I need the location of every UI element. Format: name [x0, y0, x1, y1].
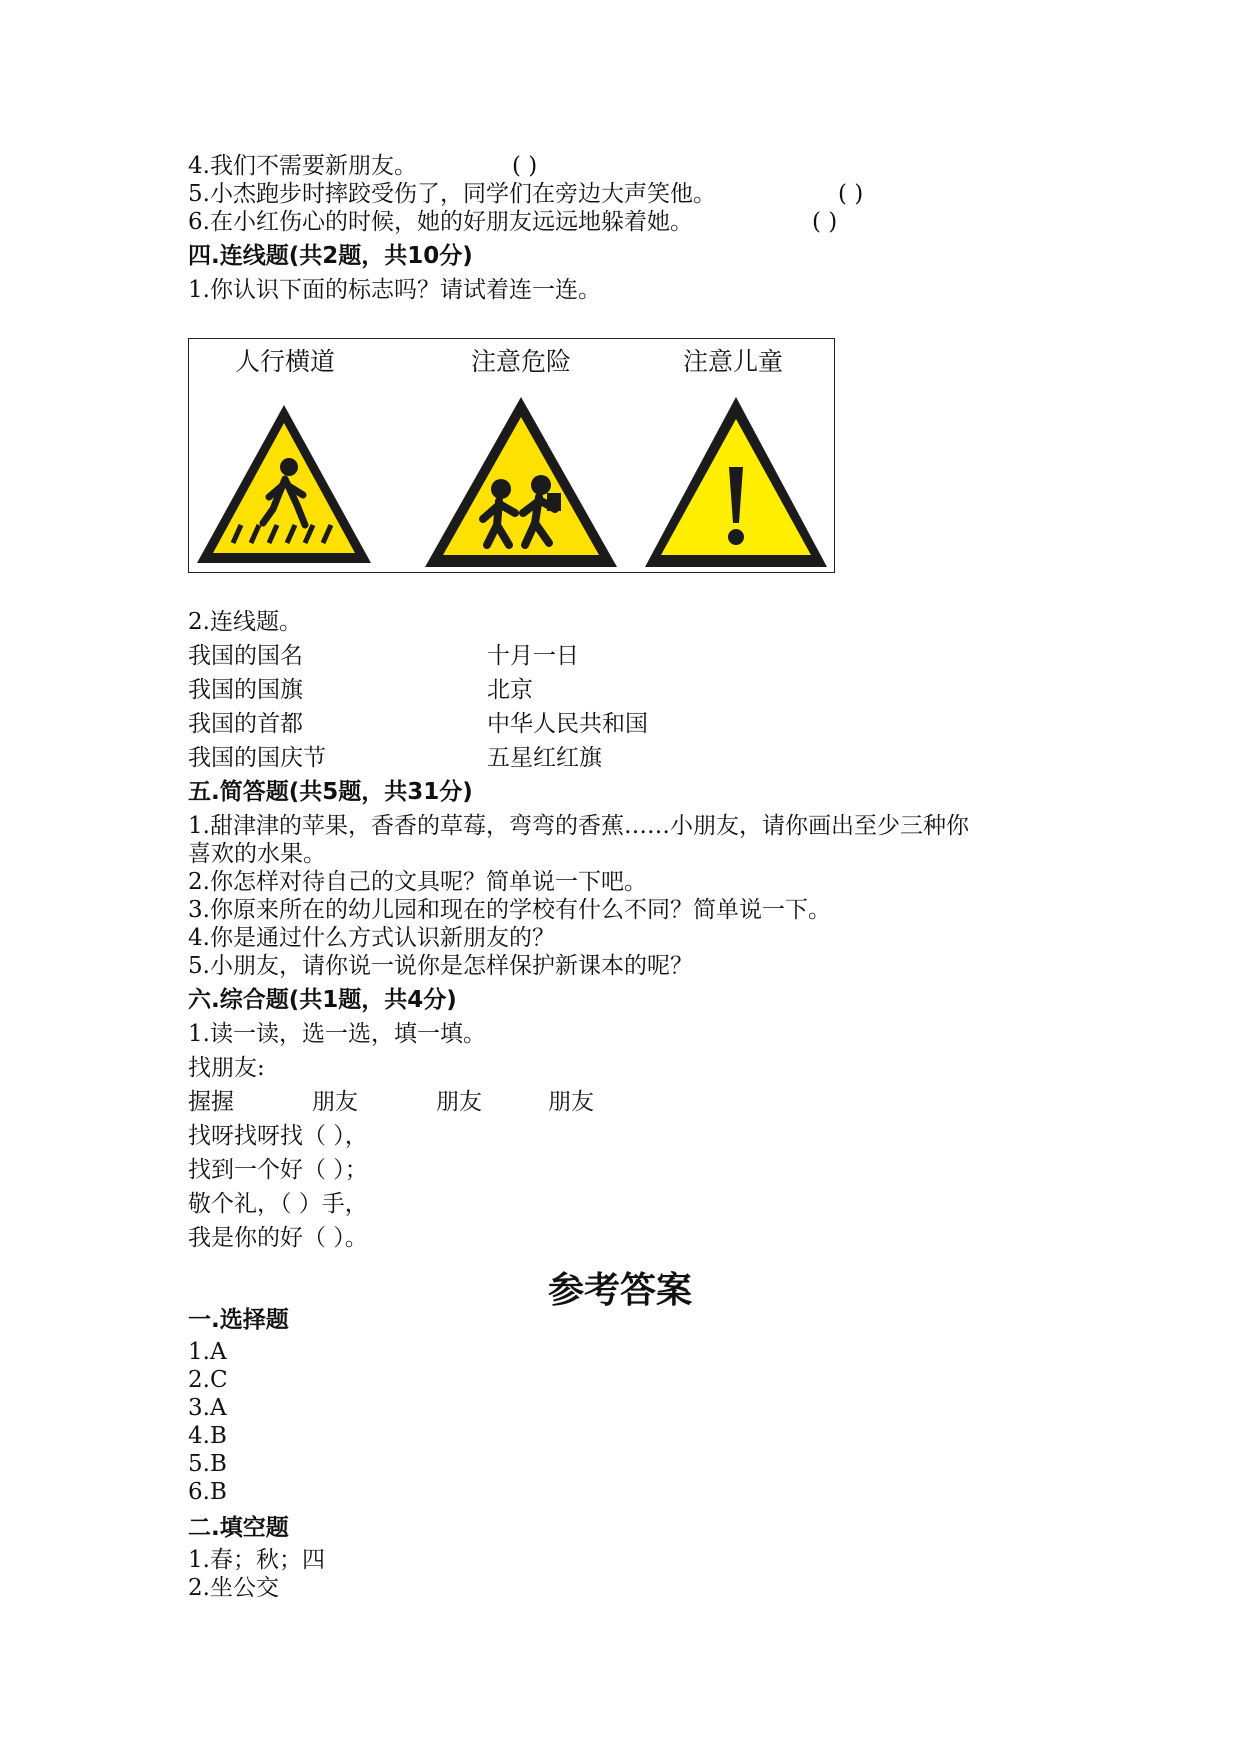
word-option-4[interactable]: 朋友: [548, 1089, 594, 1115]
fill-line-1[interactable]: 找呀找呀找（ ），: [188, 1123, 368, 1149]
word-option-3[interactable]: 朋友: [436, 1089, 482, 1115]
answer-s1-3: 3.A: [188, 1395, 227, 1421]
match-right-3[interactable]: 中华人民共和国: [487, 711, 648, 737]
answer-s1-6: 6.B: [188, 1479, 227, 1505]
danger-exclamation-sign-icon[interactable]: [643, 395, 829, 571]
section5-q1-line1: 1.甜津津的苹果，香香的草莓，弯弯的香蕉……小朋友，请你画出至少三种你: [188, 813, 969, 839]
section4-q1: 1.你认识下面的标志吗？请试着连一连。: [188, 277, 601, 303]
judgement-item-6: 6.在小红伤心的时候，她的好朋友远远地躲着她。: [188, 209, 693, 235]
answer-s1-5: 5.B: [188, 1451, 227, 1477]
sign-label-crossing[interactable]: 人行横道: [235, 347, 336, 376]
match-left-4[interactable]: 我国的国庆节: [188, 745, 326, 771]
section5-q4: 4.你是通过什么方式认识新朋友的？: [188, 925, 555, 951]
section5-heading: 五.简答题(共5题，共31分): [188, 779, 473, 805]
section4-heading: 四.连线题(共2题，共10分): [188, 243, 473, 269]
judgement-paren-4[interactable]: ( ): [512, 153, 538, 179]
answer-s2-2: 2.坐公交: [188, 1575, 279, 1601]
section5-q2: 2.你怎样对待自己的文具呢？简单说一下吧。: [188, 869, 647, 895]
section5-q5: 5.小朋友，请你说一说你是怎样保护新课本的呢？: [188, 953, 693, 979]
section6-intro: 找朋友:: [188, 1055, 265, 1081]
match-right-2[interactable]: 北京: [487, 677, 533, 703]
word-option-2[interactable]: 朋友: [312, 1089, 358, 1115]
judgement-paren-5[interactable]: ( ): [838, 181, 864, 207]
answer-s1-1: 1.A: [188, 1339, 227, 1365]
section6-q1: 1.读一读，选一选，填一填。: [188, 1021, 486, 1047]
answer-s2-1: 1.春；秋；四: [188, 1547, 325, 1573]
fill-line-4[interactable]: 我是你的好（ ）。: [188, 1225, 368, 1251]
section5-q1-line2: 喜欢的水果。: [188, 841, 326, 867]
match-right-4[interactable]: 五星红红旗: [487, 745, 602, 771]
children-crossing-sign-icon[interactable]: [423, 395, 619, 571]
word-option-1[interactable]: 握握: [188, 1089, 234, 1115]
answers-s1-heading: 一.选择题: [188, 1307, 289, 1333]
match-left-2[interactable]: 我国的国旗: [188, 677, 303, 703]
pedestrian-crossing-sign-icon[interactable]: [193, 401, 375, 569]
answer-s1-4: 4.B: [188, 1423, 227, 1449]
fill-line-2[interactable]: 找到一个好（ ）；: [188, 1157, 368, 1183]
sign-label-children[interactable]: 注意儿童: [683, 347, 784, 376]
answers-title: 参考答案: [547, 1270, 692, 1311]
sign-label-danger[interactable]: 注意危险: [471, 347, 572, 376]
match-left-1[interactable]: 我国的国名: [188, 643, 303, 669]
section5-q3: 3.你原来所在的幼儿园和现在的学校有什么不同？简单说一下。: [188, 897, 831, 923]
answer-s1-2: 2.C: [188, 1367, 228, 1393]
section4-q2: 2.连线题。: [188, 609, 302, 635]
answers-s2-heading: 二.填空题: [188, 1515, 289, 1541]
traffic-sign-panel: [188, 338, 835, 573]
match-right-1[interactable]: 十月一日: [487, 643, 579, 669]
section6-heading: 六.综合题(共1题，共4分): [188, 987, 457, 1013]
judgement-paren-6[interactable]: ( ): [812, 209, 838, 235]
judgement-item-5: 5.小杰跑步时摔跤受伤了，同学们在旁边大声笑他。: [188, 181, 716, 207]
match-left-3[interactable]: 我国的首都: [188, 711, 303, 737]
fill-line-3[interactable]: 敬个礼，（ ）手，: [188, 1191, 368, 1217]
judgement-item-4: 4.我们不需要新朋友。: [188, 153, 417, 179]
